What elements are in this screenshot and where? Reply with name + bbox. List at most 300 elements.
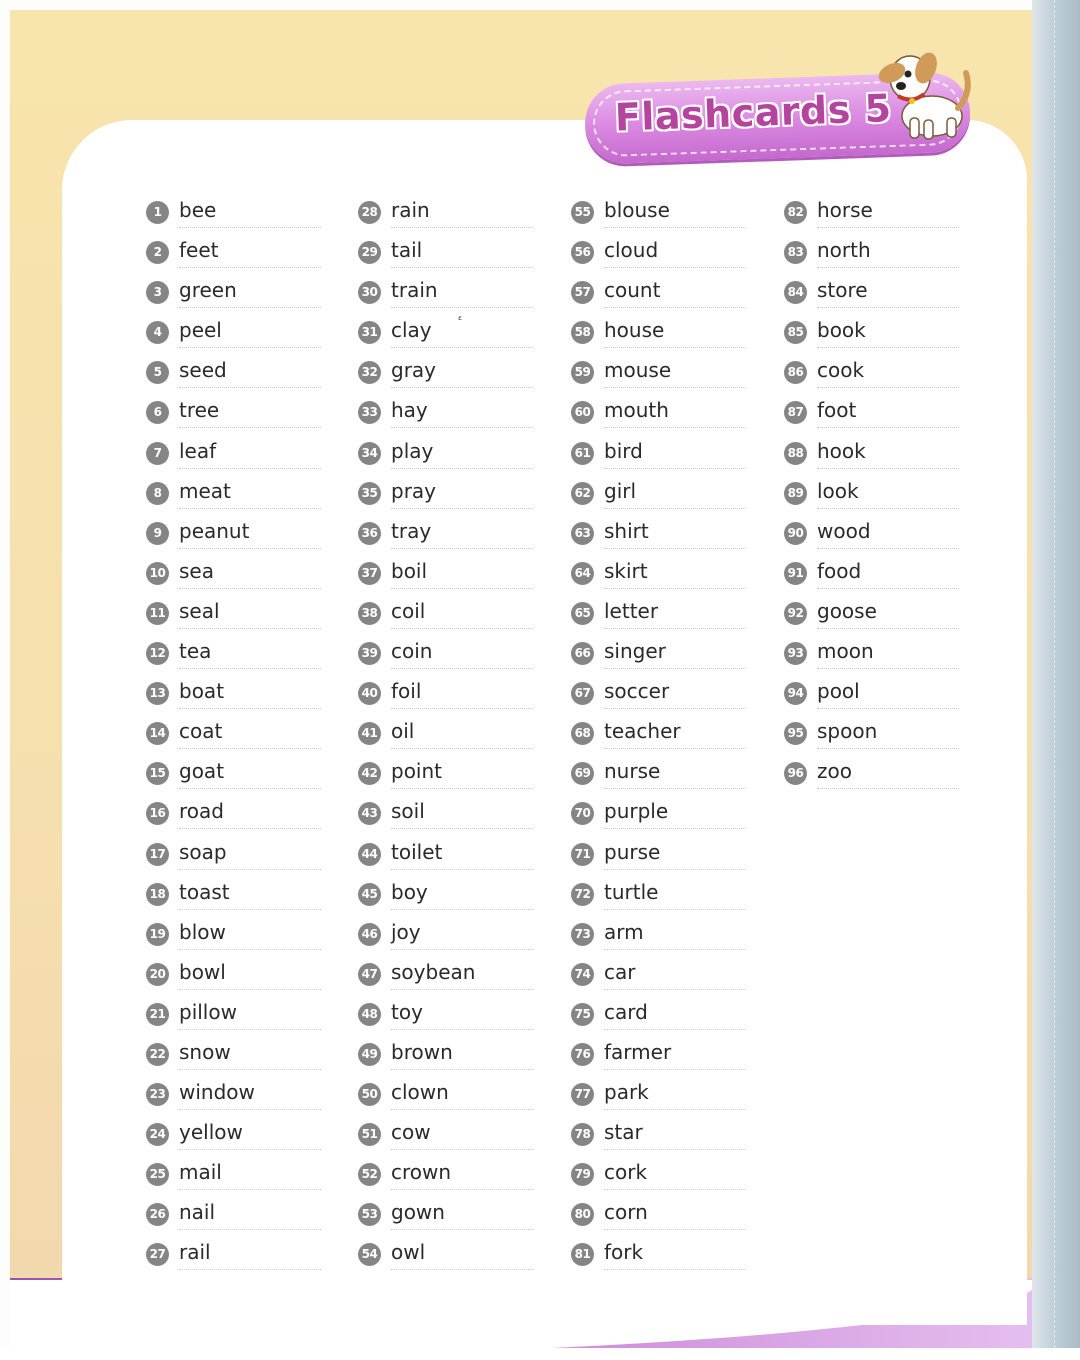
dotted-underline [817,307,959,308]
dotted-underline [391,508,533,509]
item-word: tail [391,238,423,263]
list-item [146,1118,321,1158]
list-item [358,557,533,597]
item-word: car [604,959,636,984]
list-item [571,557,746,597]
list-item [358,597,533,637]
item-word: pray [391,478,437,503]
item-word: gray [391,358,437,383]
item-number-badge: 87 [784,401,807,424]
word-column-1 [146,196,321,1279]
item-number-badge: 37 [358,562,381,585]
item-number-badge: 2 [146,241,169,264]
item-number-badge: 45 [358,883,381,906]
list-item [146,1238,321,1278]
item-word: soybean [391,959,476,984]
list-item [358,797,533,837]
list-item [146,316,321,356]
list-item [358,356,533,396]
item-word: coil [391,598,426,623]
list-item [146,1198,321,1238]
item-word: pillow [179,999,237,1024]
item-word: seal [179,598,220,623]
item-word: cloud [604,238,659,263]
item-number-badge: 38 [358,602,381,625]
dotted-underline [179,227,321,228]
item-word: clay [391,318,432,343]
item-word: horse [817,198,873,222]
item-number-badge: 10 [146,562,169,585]
dotted-underline [179,1229,321,1230]
item-word: cook [817,358,865,383]
item-word: hook [817,438,866,463]
item-word: blouse [604,198,670,222]
dotted-underline [179,508,321,509]
dotted-underline [604,508,746,509]
item-number-badge: 25 [146,1163,169,1186]
dotted-underline [179,788,321,789]
item-word: spoon [817,719,878,744]
item-word: bird [604,438,643,463]
list-item [571,1238,746,1278]
item-number-badge: 17 [146,843,169,866]
item-number-badge: 32 [358,361,381,384]
dotted-underline [391,1229,533,1230]
list-item [146,757,321,797]
dotted-underline [391,347,533,348]
item-word: boy [391,879,428,904]
list-item [571,1198,746,1238]
list-item [784,757,959,797]
list-item [358,637,533,677]
dotted-underline [179,748,321,749]
word-column-3 [571,196,746,1279]
list-item [571,517,746,557]
item-number-badge: 83 [784,241,807,264]
item-number-badge: 72 [571,883,594,906]
dotted-underline [391,909,533,910]
item-number-badge: 76 [571,1043,594,1066]
dotted-underline [604,869,746,870]
list-item [146,878,321,918]
list-item [358,918,533,958]
dotted-underline [604,1029,746,1030]
list-item [571,236,746,276]
dotted-underline [179,668,321,669]
dotted-underline [179,869,321,870]
item-word: coin [391,639,433,664]
item-word: purse [604,839,661,864]
item-number-badge: 57 [571,281,594,304]
item-number-badge: 73 [571,923,594,946]
list-item [571,797,746,837]
item-word: cork [604,1160,648,1185]
item-number-badge: 21 [146,1003,169,1026]
list-item [146,717,321,757]
item-number-badge: 19 [146,923,169,946]
dotted-underline [604,307,746,308]
item-number-badge: 30 [358,281,381,304]
dotted-underline [604,267,746,268]
item-number-badge: 78 [571,1123,594,1146]
item-word: letter [604,598,659,623]
item-number-badge: 66 [571,642,594,665]
item-number-badge: 6 [146,401,169,424]
item-word: store [817,278,868,303]
item-word: wood [817,518,871,543]
item-number-badge: 27 [146,1243,169,1266]
dotted-underline [391,828,533,829]
dotted-underline [604,708,746,709]
item-word: tree [179,398,220,423]
dotted-underline [179,267,321,268]
list-item [146,557,321,597]
item-word: yellow [179,1120,243,1145]
dotted-underline [817,588,959,589]
list-item [358,196,533,236]
dotted-underline [179,387,321,388]
item-number-badge: 24 [146,1123,169,1146]
dotted-underline [604,949,746,950]
dotted-underline [179,548,321,549]
item-word: tea [179,639,212,664]
item-word: coat [179,719,223,744]
item-word: card [604,999,648,1024]
item-number-badge: 48 [358,1003,381,1026]
list-item [784,356,959,396]
item-word: brown [391,1039,453,1064]
list-item [784,597,959,637]
item-word: boat [179,679,225,704]
list-item [784,517,959,557]
item-word: park [604,1080,649,1105]
dotted-underline [817,387,959,388]
item-number-badge: 34 [358,442,381,465]
item-number-badge: 22 [146,1043,169,1066]
item-number-badge: 23 [146,1083,169,1106]
dotted-underline [179,708,321,709]
item-word: count [604,278,661,303]
item-number-badge: 82 [784,201,807,224]
item-word: book [817,318,866,343]
item-word: mouse [604,358,672,383]
item-number-badge: 15 [146,762,169,785]
item-word: nail [179,1200,216,1225]
dotted-underline [604,548,746,549]
item-number-badge: 58 [571,321,594,344]
dotted-underline [391,869,533,870]
item-word: soap [179,839,227,864]
item-number-badge: 84 [784,281,807,304]
dotted-underline [817,788,959,789]
item-word: joy [391,919,421,944]
dotted-underline [817,668,959,669]
item-number-badge: 63 [571,522,594,545]
item-word: boil [391,558,428,583]
dotted-underline [391,307,533,308]
item-word: rain [391,198,430,222]
dotted-underline [604,1069,746,1070]
dotted-underline [604,788,746,789]
list-item [146,437,321,477]
list-item [146,797,321,837]
item-number-badge: 62 [571,482,594,505]
item-number-badge: 69 [571,762,594,785]
dotted-underline [391,668,533,669]
dotted-underline [604,347,746,348]
item-number-badge: 40 [358,682,381,705]
item-word: rail [179,1240,211,1265]
item-word: goat [179,759,225,784]
item-word: food [817,558,862,583]
item-number-badge: 51 [358,1123,381,1146]
list-item [358,677,533,717]
dotted-underline [391,1069,533,1070]
book-spine-edge [1032,0,1080,1348]
list-item [784,717,959,757]
dotted-underline [817,427,959,428]
list-item [784,477,959,517]
item-number-badge: 28 [358,201,381,224]
item-number-badge: 44 [358,843,381,866]
item-number-badge: 77 [571,1083,594,1106]
item-word: corn [604,1200,648,1225]
dotted-underline [391,748,533,749]
list-item [571,878,746,918]
item-number-badge: 54 [358,1243,381,1266]
item-word: feet [179,238,219,263]
item-word: hay [391,398,428,423]
item-number-badge: 95 [784,722,807,745]
dotted-underline [817,748,959,749]
item-word: leaf [179,438,217,463]
list-item [146,196,321,236]
item-word: green [179,278,237,303]
item-number-badge: 42 [358,762,381,785]
list-item [571,477,746,517]
word-column-2 [358,196,533,1279]
item-number-badge: 79 [571,1163,594,1186]
list-item [784,557,959,597]
item-number-badge: 4 [146,321,169,344]
item-number-badge: 33 [358,401,381,424]
item-word: peanut [179,518,250,543]
list-item [146,1158,321,1198]
list-item [571,637,746,677]
item-word: soccer [604,679,670,704]
dotted-underline [391,267,533,268]
dotted-underline [391,227,533,228]
dotted-underline [179,1189,321,1190]
item-word: sea [179,558,214,583]
list-item [571,196,746,236]
list-item [358,437,533,477]
list-item [784,396,959,436]
stray-mark: ᵋ [458,313,463,327]
item-word: nurse [604,759,661,784]
list-item [146,1038,321,1078]
item-word: play [391,438,434,463]
dotted-underline [179,347,321,348]
item-number-badge: 93 [784,642,807,665]
item-word: foil [391,679,422,704]
dotted-underline [391,628,533,629]
item-word: point [391,759,443,784]
item-word: meat [179,478,231,503]
list-item [571,918,746,958]
item-number-badge: 39 [358,642,381,665]
item-number-badge: 31 [358,321,381,344]
dotted-underline [604,628,746,629]
item-word: owl [391,1240,426,1265]
dotted-underline [817,708,959,709]
list-item [146,958,321,998]
list-item [358,838,533,878]
dotted-underline [179,468,321,469]
item-number-badge: 5 [146,361,169,384]
item-number-badge: 8 [146,482,169,505]
dotted-underline [391,1029,533,1030]
dotted-underline [604,1229,746,1230]
list-item [146,1078,321,1118]
list-item [571,1158,746,1198]
item-number-badge: 53 [358,1203,381,1226]
item-word: look [817,478,859,503]
item-number-badge: 61 [571,442,594,465]
item-number-badge: 29 [358,241,381,264]
item-number-badge: 47 [358,963,381,986]
item-word: clown [391,1080,449,1105]
dotted-underline [391,468,533,469]
item-number-badge: 26 [146,1203,169,1226]
dotted-underline [391,1269,533,1270]
dotted-underline [391,387,533,388]
item-word: crown [391,1160,452,1185]
item-number-badge: 60 [571,401,594,424]
list-item [571,356,746,396]
dotted-underline [604,1189,746,1190]
item-word: bowl [179,959,226,984]
list-item [571,998,746,1038]
list-item [784,276,959,316]
item-number-badge: 96 [784,762,807,785]
dotted-underline [391,949,533,950]
puppy-mascot-icon [862,38,977,143]
list-item [146,236,321,276]
list-item [146,477,321,517]
list-item [358,1038,533,1078]
list-item [358,477,533,517]
item-word: moon [817,639,874,664]
list-item [571,1118,746,1158]
item-number-badge: 68 [571,722,594,745]
item-word: girl [604,478,637,503]
item-number-badge: 59 [571,361,594,384]
list-item [358,1158,533,1198]
dotted-underline [391,427,533,428]
item-number-badge: 94 [784,682,807,705]
dotted-underline [817,508,959,509]
list-item [358,878,533,918]
item-word: singer [604,639,666,664]
dotted-underline [604,1109,746,1110]
list-item [146,597,321,637]
item-word: mail [179,1160,222,1185]
item-number-badge: 88 [784,442,807,465]
item-word: arm [604,919,644,944]
item-number-badge: 35 [358,482,381,505]
dotted-underline [604,909,746,910]
item-number-badge: 13 [146,682,169,705]
item-word: toy [391,999,423,1024]
dotted-underline [179,909,321,910]
list-item [146,918,321,958]
item-number-badge: 49 [358,1043,381,1066]
list-item [358,276,533,316]
list-item [358,998,533,1038]
dotted-underline [604,468,746,469]
item-number-badge: 46 [358,923,381,946]
list-item [571,757,746,797]
list-item [146,677,321,717]
item-word: purple [604,799,669,824]
item-number-badge: 36 [358,522,381,545]
item-number-badge: 41 [358,722,381,745]
item-word: gown [391,1200,445,1225]
list-item [358,1198,533,1238]
dotted-underline [604,1149,746,1150]
item-word: cow [391,1120,431,1145]
item-number-badge: 7 [146,442,169,465]
item-word: goose [817,598,877,623]
item-number-badge: 55 [571,201,594,224]
dotted-underline [817,347,959,348]
dotted-underline [391,788,533,789]
item-number-badge: 16 [146,802,169,825]
dotted-underline [179,307,321,308]
dotted-underline [179,1069,321,1070]
list-item [784,637,959,677]
list-item [358,316,533,356]
item-word: star [604,1120,643,1145]
word-column-4 [784,196,959,797]
dotted-underline [604,427,746,428]
list-item [358,236,533,276]
item-word: zoo [817,759,852,784]
dotted-underline [179,1029,321,1030]
dotted-underline [179,427,321,428]
item-word: shirt [604,518,649,543]
item-word: skirt [604,558,648,583]
dotted-underline [179,1269,321,1270]
item-number-badge: 18 [146,883,169,906]
list-item [571,597,746,637]
list-item [571,677,746,717]
item-word: window [179,1080,255,1105]
item-number-badge: 56 [571,241,594,264]
dotted-underline [817,267,959,268]
dotted-underline [179,949,321,950]
dotted-underline [391,588,533,589]
list-item [784,316,959,356]
dotted-underline [391,1149,533,1150]
item-number-badge: 3 [146,281,169,304]
item-word: road [179,799,224,824]
dotted-underline [817,468,959,469]
item-word: mouth [604,398,669,423]
list-item [146,396,321,436]
dotted-underline [391,989,533,990]
